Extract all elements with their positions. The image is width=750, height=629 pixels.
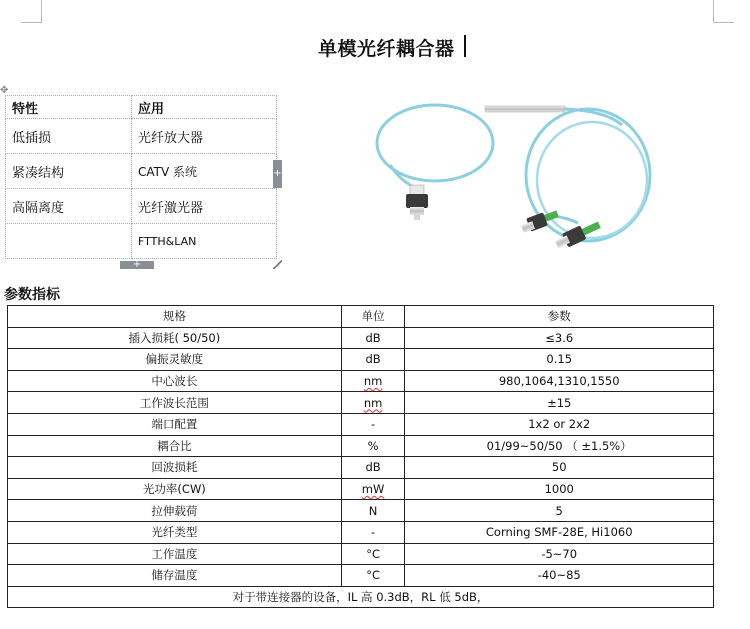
table-cell[interactable]: 储存温度 bbox=[8, 565, 342, 587]
add-column-button[interactable]: + bbox=[273, 160, 282, 188]
spell-check-text: mW bbox=[361, 482, 385, 497]
table-cell[interactable]: 光纤激光器 bbox=[132, 189, 277, 224]
table-cell[interactable]: 紧凑结构 bbox=[6, 154, 132, 189]
spell-check-text: nm bbox=[363, 374, 383, 389]
table-cell[interactable]: 0.15 bbox=[405, 349, 714, 371]
table-row bbox=[6, 119, 277, 154]
table-row bbox=[6, 154, 277, 189]
table-cell[interactable]: 1000 bbox=[405, 478, 714, 500]
table-row bbox=[8, 327, 714, 349]
table-row bbox=[8, 500, 714, 522]
table-cell[interactable]: 插入损耗( 50/50) bbox=[8, 327, 342, 349]
fiber-loop-output-2 bbox=[537, 122, 647, 238]
table-resize-handle-icon[interactable] bbox=[273, 260, 282, 269]
table-cell[interactable]: 5 bbox=[405, 500, 714, 522]
table-cell[interactable]: - bbox=[341, 521, 405, 543]
table-cell[interactable] bbox=[341, 478, 405, 500]
table-row bbox=[8, 543, 714, 565]
table-cell[interactable]: ±15 bbox=[405, 392, 714, 414]
table-footer-cell[interactable]: 对于带连接器的设备，IL 高 0.3dB，RL 低 5dB， bbox=[8, 586, 714, 608]
table-row bbox=[8, 435, 714, 457]
table-row bbox=[8, 478, 714, 500]
table-cell[interactable]: 工作温度 bbox=[8, 543, 342, 565]
table-cell[interactable]: % bbox=[341, 435, 405, 457]
table-cell[interactable]: 工作波长范围 bbox=[8, 392, 342, 414]
table-cell[interactable]: 光纤类型 bbox=[8, 521, 342, 543]
table-cell[interactable] bbox=[341, 370, 405, 392]
table-row bbox=[6, 224, 277, 259]
table-cell[interactable]: 980,1064,1310,1550 bbox=[405, 370, 714, 392]
document-title[interactable]: 单模光纤耦合器 bbox=[318, 38, 455, 60]
table-cell[interactable]: Corning SMF-28E, Hi1060 bbox=[405, 521, 714, 543]
table-header-cell[interactable]: 特性 bbox=[6, 96, 132, 119]
table-header-cell[interactable]: 应用 bbox=[132, 96, 277, 119]
table-row bbox=[8, 349, 714, 371]
parameters-table bbox=[7, 305, 714, 608]
coupler-sleeve bbox=[485, 106, 565, 112]
table-cell[interactable]: dB bbox=[341, 327, 405, 349]
page-corner-mark-right bbox=[713, 0, 734, 23]
spell-check-text: nm bbox=[363, 395, 383, 410]
table-cell[interactable]: 端口配置 bbox=[8, 413, 342, 435]
table-row bbox=[8, 370, 714, 392]
text-cursor bbox=[464, 35, 466, 57]
table-cell[interactable]: 1x2 or 2x2 bbox=[405, 413, 714, 435]
table-cell[interactable]: 01/99~50/50 （ ±1.5%） bbox=[405, 435, 714, 457]
table-cell[interactable]: 偏振灵敏度 bbox=[8, 349, 342, 371]
table-cell[interactable]: dB bbox=[341, 457, 405, 479]
features-table bbox=[5, 95, 277, 259]
table-cell[interactable]: -40~85 bbox=[405, 565, 714, 587]
table-row bbox=[8, 521, 714, 543]
table-cell[interactable]: 高隔离度 bbox=[6, 189, 132, 224]
table-cell[interactable]: ≤3.6 bbox=[405, 327, 714, 349]
table-header-row bbox=[8, 306, 714, 328]
table-row bbox=[8, 565, 714, 587]
section-title[interactable]: 参数指标 bbox=[4, 287, 60, 303]
table-row bbox=[6, 189, 277, 224]
table-row bbox=[8, 413, 714, 435]
table-row bbox=[8, 392, 714, 414]
fc-connector-input bbox=[406, 185, 428, 220]
table-header-cell[interactable]: 单位 bbox=[341, 306, 405, 328]
table-cell[interactable]: dB bbox=[341, 349, 405, 371]
table-cell[interactable]: 中心波长 bbox=[8, 370, 342, 392]
table-cell[interactable]: 回波损耗 bbox=[8, 457, 342, 479]
table-footer-row bbox=[8, 586, 714, 608]
table-cell[interactable]: N bbox=[341, 500, 405, 522]
table-cell[interactable]: °C bbox=[341, 543, 405, 565]
table-cell[interactable]: 低插损 bbox=[6, 119, 132, 154]
table-cell[interactable]: -5~70 bbox=[405, 543, 714, 565]
table-cell[interactable]: CATV 系统 bbox=[132, 154, 277, 189]
table-cell[interactable]: 光纤放大器 bbox=[132, 119, 277, 154]
add-row-button[interactable]: + bbox=[120, 261, 154, 269]
table-cell[interactable]: - bbox=[341, 413, 405, 435]
table-cell[interactable]: 光功率(CW) bbox=[8, 478, 342, 500]
table-cell[interactable]: 耦合比 bbox=[8, 435, 342, 457]
table-header-cell[interactable]: 参数 bbox=[405, 306, 714, 328]
table-cell[interactable]: °C bbox=[341, 565, 405, 587]
table-cell[interactable]: 50 bbox=[405, 457, 714, 479]
table-cell[interactable] bbox=[6, 224, 132, 259]
table-row bbox=[8, 457, 714, 479]
table-move-handle-icon[interactable]: ✥ bbox=[0, 85, 9, 96]
table-header-cell[interactable]: 规格 bbox=[8, 306, 342, 328]
table-cell[interactable] bbox=[341, 392, 405, 414]
fiber-coupler-product-image bbox=[360, 95, 660, 275]
table-row bbox=[6, 96, 277, 119]
table-cell[interactable]: FTTH&LAN bbox=[132, 224, 277, 259]
page-corner-mark-left bbox=[21, 0, 42, 23]
table-cell[interactable]: 拉伸载荷 bbox=[8, 500, 342, 522]
